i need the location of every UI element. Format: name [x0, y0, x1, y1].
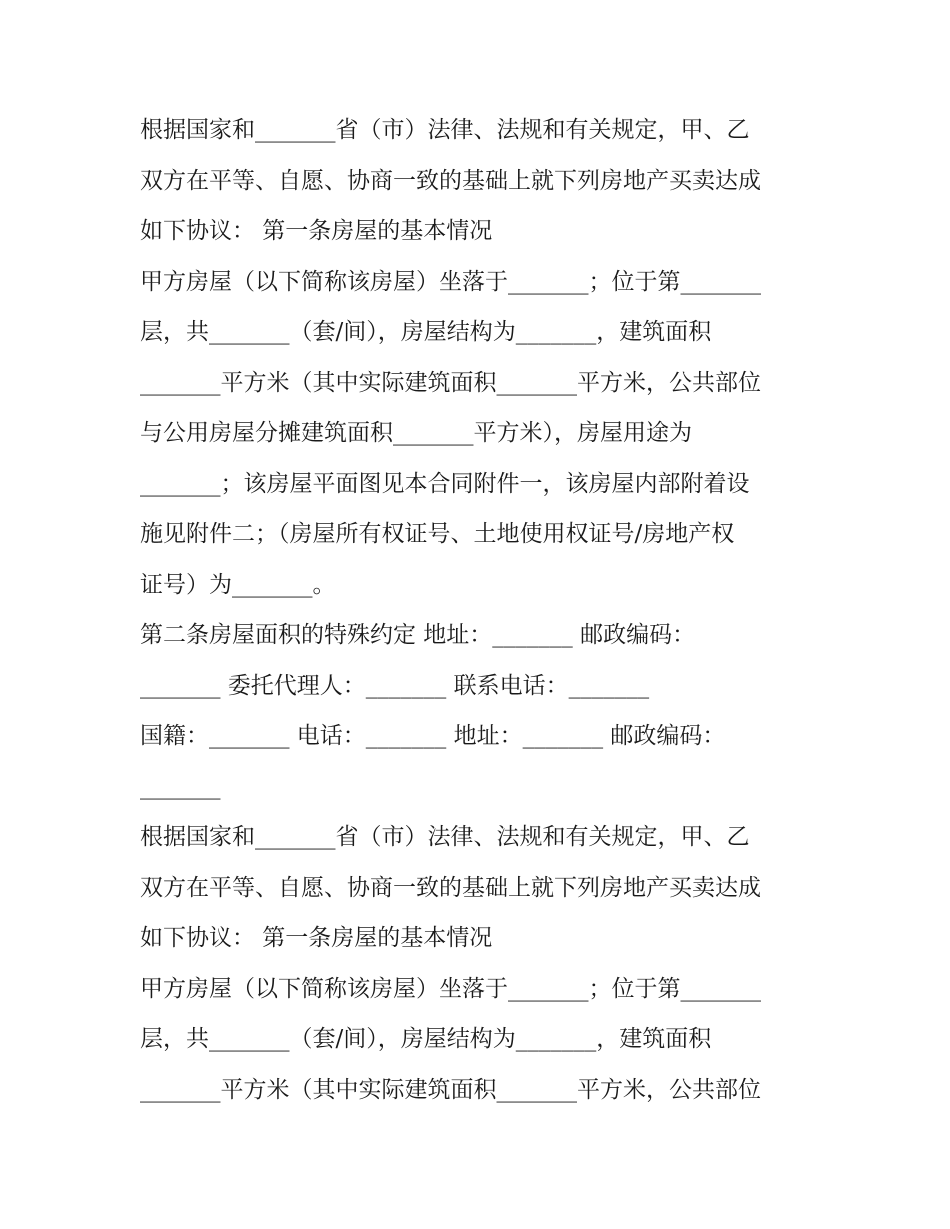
text-line: _______平方米（其中实际建筑面积_______平方米，公共部位: [140, 1076, 761, 1103]
text-line: _______ 委托代理人：_______ 联系电话：_______: [140, 672, 650, 699]
text-line: 证号）为_______。: [140, 571, 336, 598]
text-line: 甲方房屋（以下简称该房屋）坐落于_______；位于第_______: [140, 975, 761, 1002]
text-line: 根据国家和_______省（市）法律、法规和有关规定，甲、乙: [140, 117, 750, 143]
text-line: _______: [140, 773, 221, 800]
text-line: 与公用房屋分摊建筑面积_______平方米），房屋用途为: [140, 420, 692, 446]
text-line: 如下协议： 第一条房屋的基本情况: [140, 925, 493, 951]
text-line: 层，共_______（套/间），房屋结构为_______，建筑面积: [140, 319, 712, 345]
text-line: 甲方房屋（以下简称该房屋）坐落于_______；位于第_______: [140, 268, 761, 295]
text-line: 双方在平等、自愿、协商一致的基础上就下列房地产买卖达成: [140, 874, 761, 901]
text-line: _______平方米（其中实际建筑面积_______平方米，公共部位: [140, 369, 761, 396]
text-line: 双方在平等、自愿、协商一致的基础上就下列房地产买卖达成: [140, 167, 761, 194]
text-line: 国籍：_______ 电话：_______ 地址：_______ 邮政编码：: [140, 723, 726, 749]
text-line: 第二条房屋面积的特殊约定 地址：_______ 邮政编码：: [140, 622, 696, 648]
contract-body: [140, 105, 820, 1115]
text-line: 根据国家和_______省（市）法律、法规和有关规定，甲、乙: [140, 824, 750, 850]
text-line: 如下协议： 第一条房屋的基本情况: [140, 218, 493, 244]
text-line: 层，共_______（套/间），房屋结构为_______，建筑面积: [140, 1026, 712, 1052]
text-line: _______；该房屋平面图见本合同附件一，该房屋内部附着设: [140, 470, 750, 497]
text-line: 施见附件二；（房屋所有权证号、土地使用权证号/房地产权: [140, 521, 735, 547]
